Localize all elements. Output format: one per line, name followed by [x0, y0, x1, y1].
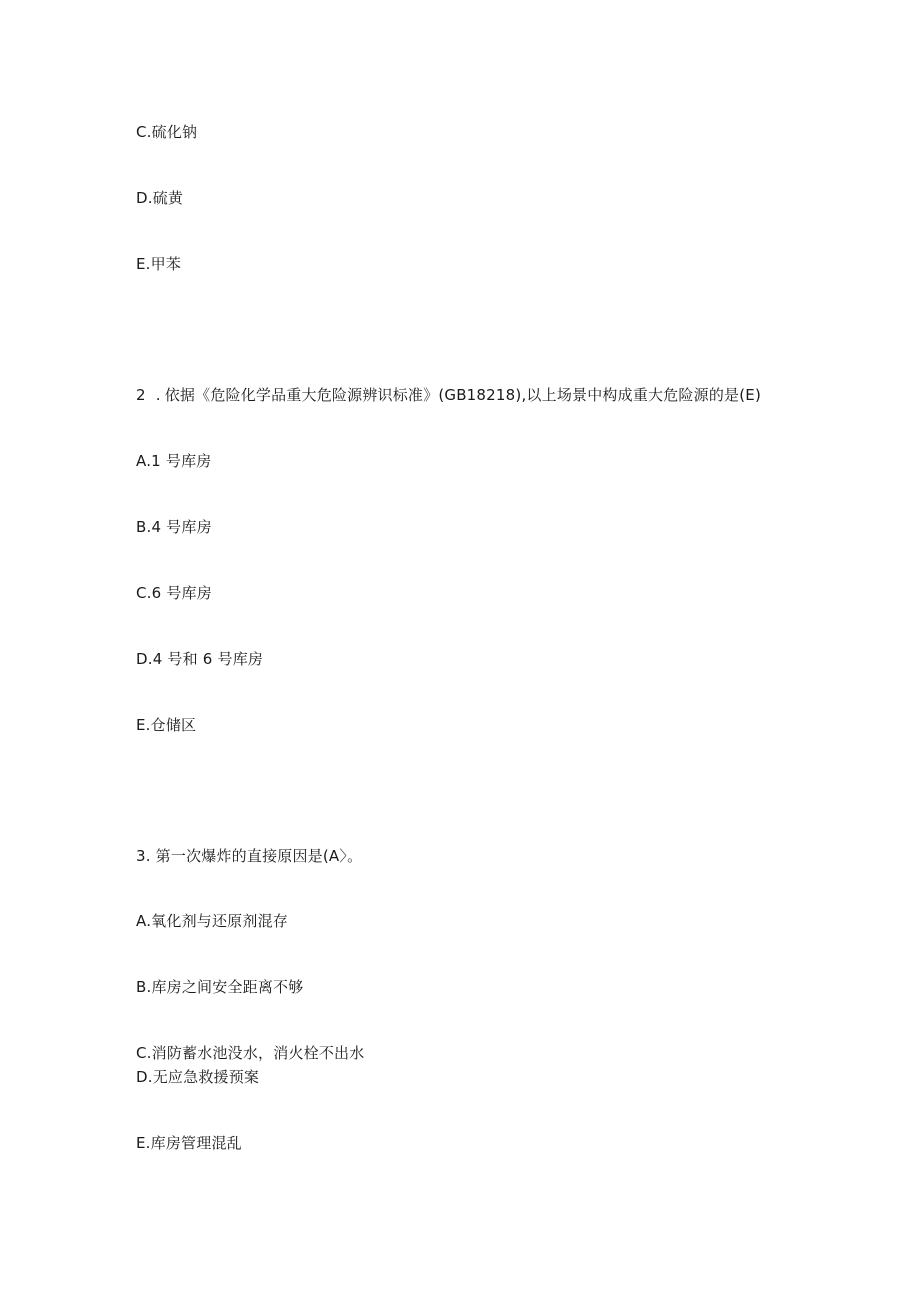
question-2-text: 依据《危险化学品重大危险源辨识标准》(GB18218),以上场景中构成重大危险源的是(E) — [164, 386, 762, 404]
question-3-option-b: B.库房之间安全距离不够 — [136, 978, 304, 996]
question-3-option-c: C.消防蓄水池没水，消火栓不出水 — [136, 1044, 365, 1062]
question-3-option-d: D.无应急救援预案 — [136, 1068, 260, 1086]
question-3-option-e: E.库房管理混乱 — [136, 1134, 242, 1152]
question-2 — [136, 385, 761, 405]
option-d-sulfur: D.硫黄 — [136, 189, 184, 207]
question-3: 3. 第一次爆炸的直接原因是(A〉。 — [136, 847, 363, 865]
question-2-option-a: A.1 号库房 — [136, 452, 212, 470]
option-c-sodium-sulfide: C.硫化钠 — [136, 123, 198, 141]
question-2-option-e: E.仓储区 — [136, 716, 197, 734]
question-3-option-a: A.氧化剂与还原剂混存 — [136, 912, 288, 930]
question-2-option-c: C.6 号库房 — [136, 584, 212, 602]
question-2-number: 2 — [136, 386, 146, 404]
question-2-option-d: D.4 号和 6 号库房 — [136, 650, 264, 668]
question-2-option-b: B.4 号库房 — [136, 518, 212, 536]
question-2-separator: . — [155, 386, 161, 404]
option-e-toluene: E.甲苯 — [136, 255, 182, 273]
